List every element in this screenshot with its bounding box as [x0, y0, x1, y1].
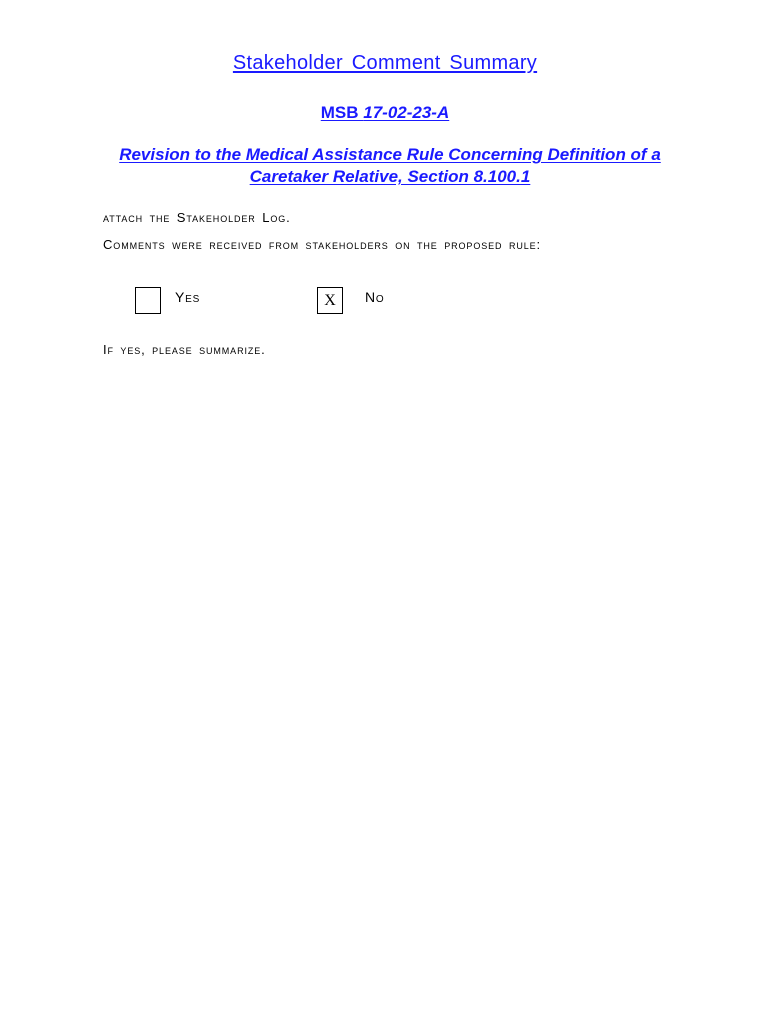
rule-subtitle	[90, 144, 690, 188]
yes-checkbox[interactable]	[135, 287, 161, 314]
yes-option-label: Yes	[175, 289, 201, 305]
rule-subtitle-line1: Revision to the Medical Assistance Rule Concerning Definition of a	[119, 145, 661, 164]
no-option-label: No	[365, 289, 385, 305]
no-checkbox[interactable]: X	[317, 287, 343, 314]
document-title: Stakeholder Comment Summary	[232, 52, 538, 74]
msb-reference	[0, 103, 770, 123]
attach-instruction: attach the Stakeholder Log.	[103, 210, 291, 225]
msb-number: 17-02-23-A	[363, 103, 450, 122]
msb-prefix: MSB	[320, 103, 364, 122]
summarize-instruction: If yes, please summarize.	[103, 342, 266, 357]
rule-subtitle-line2: Caretaker Relative, Section 8.100.1	[249, 167, 531, 186]
comments-question: Comments were received from stakeholders on the proposed rule:	[103, 237, 542, 252]
